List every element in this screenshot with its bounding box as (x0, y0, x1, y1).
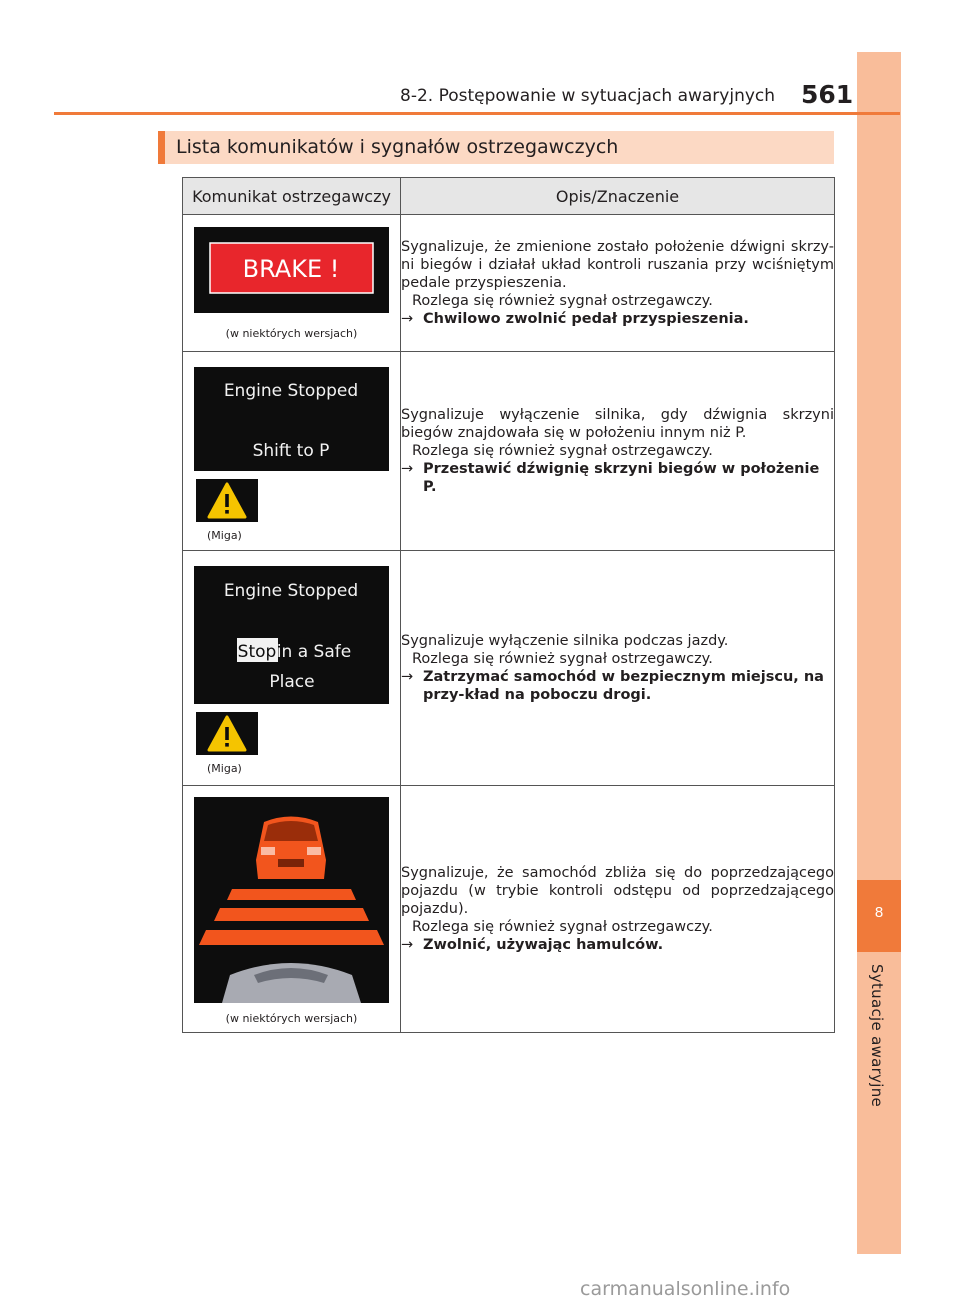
brake-screen (194, 227, 389, 313)
shift-display-graphic (194, 367, 389, 471)
arrow-icon: → (401, 937, 414, 953)
description-text: Sygnalizuje wyłączenie silnika, gdy dźwignia skrzyni biegów znajdowała się w położeniu innym niż P. (401, 407, 834, 441)
column-header-description: Opis/Znaczenie (401, 178, 835, 215)
warning-triangle-icon (196, 712, 258, 755)
blink-caption: (Miga) (207, 762, 242, 775)
brake-display-graphic (194, 227, 389, 313)
screen-word-stop: Stop (237, 642, 277, 662)
engine-stopped-safe-place-screen (194, 566, 389, 704)
own-car-icon (222, 963, 361, 1003)
description-text: Sygnalizuje, że zmienione zostało położenie dźwigni skrzy-ni biegów i działał układ kontroli ruszania przy wciśniętym pedale przyspieszenia. (401, 239, 834, 291)
message-image-cell (183, 551, 401, 786)
message-description-cell (401, 215, 835, 352)
chapter-title-text: Sytuacje awaryjne (868, 964, 886, 1108)
message-description-cell (401, 352, 835, 551)
section-title-bar (158, 131, 165, 164)
safe-place-display-graphic (194, 566, 389, 704)
table-row (183, 215, 835, 352)
action-text: Przestawić dźwignię skrzyni biegów w położenie P. (423, 461, 820, 495)
message-image-cell (183, 786, 401, 1033)
message-description-cell (401, 786, 835, 1033)
distance-bar-1 (227, 889, 356, 900)
brake-screen-text: BRAKE ! (242, 255, 340, 283)
message-image-cell (183, 215, 401, 352)
description-text: Sygnalizuje wyłączenie silnika podczas jazdy. (401, 633, 729, 649)
chapter-title (857, 964, 901, 1114)
distance-warning-graphic (194, 797, 389, 1003)
description-text: Sygnalizuje, że samochód zbliża się do poprzedzającego pojazdu (w trybie kontroli odstępu od poprzedzającego pojazdu). (401, 865, 834, 917)
buzzer-note: Rozlega się również sygnał ostrzegawczy. (412, 443, 713, 459)
blink-caption: (Miga) (207, 529, 242, 542)
screen-line-shift-to-p: Shift to P (252, 441, 330, 461)
table-row (183, 551, 835, 786)
action-text: Chwilowo zwolnić pedał przyspieszenia. (423, 311, 749, 327)
section-title-text: Lista komunikatów i sygnałów ostrzegawczych (176, 136, 619, 158)
buzzer-note: Rozlega się również sygnał ostrzegawczy. (412, 651, 713, 667)
arrow-icon: → (401, 461, 414, 477)
header-section-title: 8-2. Postępowanie w sytuacjach awaryjnych (400, 86, 776, 106)
message-description-cell (401, 551, 835, 786)
chapter-number: 8 (874, 904, 884, 921)
distance-bar-2 (214, 908, 369, 921)
screen-line-engine-stopped: Engine Stopped (223, 581, 359, 601)
warning-light (196, 479, 258, 522)
buzzer-note: Rozlega się również sygnał ostrzegawczy. (412, 919, 713, 935)
screen-line-engine-stopped: Engine Stopped (223, 381, 359, 401)
header-divider (54, 112, 900, 115)
table-row (183, 786, 835, 1033)
buzzer-note: Rozlega się również sygnał ostrzegawczy. (412, 293, 713, 309)
column-header-message: Komunikat ostrzegawczy (183, 178, 401, 215)
section-title (158, 131, 834, 164)
preceding-car-icon (256, 817, 326, 880)
action-text: Zatrzymać samochód w bezpiecznym miejscu, na przy-kład na poboczu drogi. (423, 669, 824, 703)
action-line (401, 668, 834, 704)
page-number: 561 (801, 80, 854, 109)
arrow-icon: → (401, 311, 414, 327)
engine-stopped-shift-screen (194, 367, 389, 471)
action-line (401, 936, 834, 954)
table-header-row (183, 178, 835, 215)
warning-triangle-icon (196, 479, 258, 522)
warning-messages-table (182, 177, 835, 1033)
table-row (183, 352, 835, 551)
warning-light (196, 712, 258, 755)
action-text: Zwolnić, używając hamulców. (423, 937, 664, 953)
arrow-icon: → (401, 669, 414, 685)
chapter-side-tab (857, 52, 901, 1254)
image-caption: (w niektórych wersjach) (225, 327, 358, 340)
distance-warning-screen (194, 797, 389, 1003)
distance-bar-3 (199, 930, 384, 945)
screen-words-in-a-safe: in a Safe (276, 642, 352, 662)
message-image-cell (183, 352, 401, 551)
image-caption: (w niektórych wersjach) (225, 1012, 358, 1025)
screen-word-place: Place (269, 672, 315, 692)
watermark: carmanualsonline.info (580, 1278, 791, 1300)
action-line (401, 460, 834, 496)
action-line (401, 310, 834, 328)
